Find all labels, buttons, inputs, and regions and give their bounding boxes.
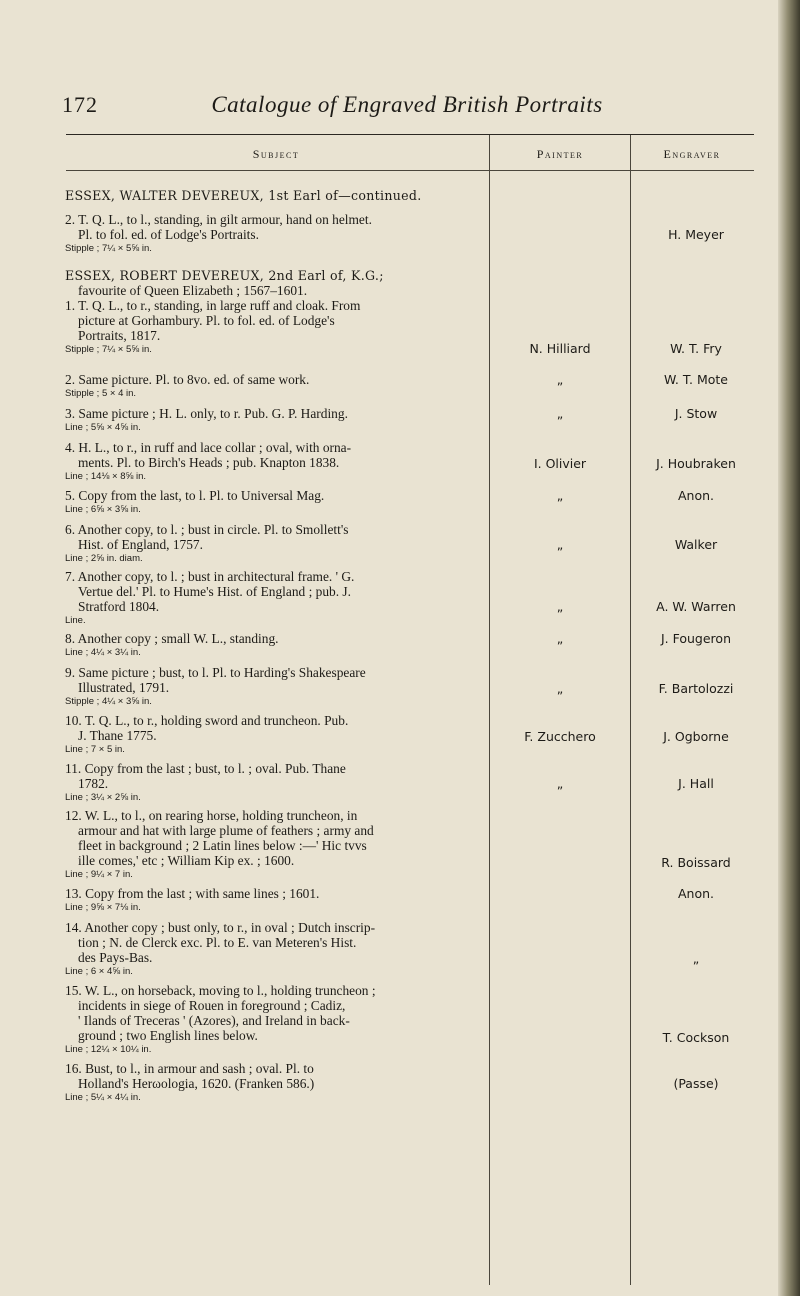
entry-dimensions: Stipple ; 5 × 4 in.	[65, 388, 137, 399]
entry-engraver: H. Meyer	[668, 227, 724, 242]
column-divider-1	[489, 135, 490, 1285]
entry-engraver: (Passe)	[673, 1076, 719, 1091]
entry-subject	[65, 268, 485, 356]
entry-subject	[65, 212, 485, 255]
page-number: 172	[62, 92, 98, 117]
entry-dimensions: Line ; 7 × 5 in.	[65, 744, 125, 755]
entry-painter: „	[556, 776, 564, 791]
entry-engraver: J. Houbraken	[656, 456, 736, 471]
entry-line: 16. Bust, to l., in armour and sash ; oval. Pl. to	[65, 1061, 314, 1076]
entry-subject	[65, 440, 485, 483]
header-rule	[66, 170, 754, 171]
entry-subject	[65, 488, 485, 516]
entry-painter: F. Zucchero	[524, 729, 596, 744]
entry-engraver: J. Hall	[678, 776, 714, 791]
entry-line: 7. Another copy, to l. ; bust in architectural frame. ' G.	[65, 569, 355, 584]
entry-line: ground ; two English lines below.	[78, 1028, 258, 1043]
entry-engraver: A. W. Warren	[656, 599, 736, 614]
entry-line: 1782.	[78, 776, 109, 791]
entry-engraver: R. Boissard	[661, 855, 731, 870]
entry-line: 11. Copy from the last ; bust, to l. ; oval. Pub. Thane	[65, 761, 346, 776]
entry-painter: „	[556, 537, 564, 552]
entry-line: 5. Copy from the last, to l. Pl. to Universal Mag.	[65, 488, 325, 503]
entry-painter: „	[556, 599, 564, 614]
entry-dimensions: Line ; 5⅝ × 4⅝ in.	[65, 422, 141, 433]
entry-engraver: Walker	[674, 537, 718, 552]
entry-engraver: J. Fougeron	[660, 631, 731, 646]
entry-line: Holland's Herωologia, 1620. (Franken 586.)	[78, 1076, 315, 1091]
entry-subject	[65, 808, 485, 881]
column-header-engraver: Engraver	[663, 147, 721, 161]
top-rule	[66, 134, 754, 135]
entry-engraver: Anon.	[677, 886, 715, 901]
entry-dimensions: Line ; 5¼ × 4¼ in.	[65, 1092, 141, 1103]
entry-line: 8. Another copy ; small W. L., standing.	[65, 631, 279, 646]
entry-line: Illustrated, 1791.	[78, 680, 170, 695]
entry-line: ille comes,' etc ; William Kip ex. ; 1600.	[78, 853, 295, 868]
entry-subject	[65, 1061, 485, 1104]
entry-painter: I. Olivier	[533, 456, 587, 471]
entry-line: Pl. to fol. ed. of Lodge's Portraits.	[78, 227, 259, 242]
entry-line: 3. Same picture ; H. L. only, to r. Pub. G. P. Harding.	[65, 406, 348, 421]
entry-line: 14. Another copy ; bust only, to r., in oval ; Dutch inscrip-	[65, 920, 376, 935]
entry-dimensions: Line ; 6⅝ × 3⅝ in.	[65, 504, 141, 515]
entry-line: 10. T. Q. L., to r., holding sword and truncheon. Pub.	[65, 713, 349, 728]
entry-dimensions: Line ; 14⅛ × 8⅝ in.	[65, 471, 147, 482]
entry-line: 2. T. Q. L., to l., standing, in gilt armour, hand on helmet.	[65, 212, 372, 227]
entry-engraver: W. T. Mote	[664, 372, 728, 387]
entry-engraver: J. Stow	[674, 406, 718, 421]
entry-subject	[65, 665, 485, 708]
entry-engraver: Anon.	[677, 488, 715, 503]
entry-engraver: W. T. Fry	[670, 341, 722, 356]
entry-subject	[65, 983, 485, 1056]
entry-subject	[65, 569, 485, 627]
entry-line: ments. Pl. to Birch's Heads ; pub. Knapton 1838.	[78, 455, 340, 470]
entry-line: 12. W. L., to l., on rearing horse, holding truncheon, in	[65, 808, 358, 823]
entry-subject	[65, 631, 485, 659]
entry-line: 1. T. Q. L., to r., standing, in large ruff and cloak. From	[65, 298, 361, 313]
page-header	[62, 92, 752, 122]
entry-dimensions: Line ; 12¼ × 10¼ in.	[65, 1044, 152, 1055]
entry-dimensions: Line ; 9⅝ × 7⅛ in.	[65, 902, 141, 913]
entry-line: 9. Same picture ; bust, to l. Pl. to Harding's Shakespeare	[65, 665, 366, 680]
entry-subject	[65, 372, 485, 400]
entry-line: des Pays-Bas.	[78, 950, 153, 965]
entry-subject	[65, 522, 485, 565]
column-header-painter: Painter	[536, 147, 584, 161]
entry-line: favourite of Queen Elizabeth ; 1567–1601.	[78, 283, 308, 298]
entry-heading: ESSEX, WALTER DEVEREUX, 1st Earl of—continued.	[65, 188, 422, 203]
entry-line: picture at Gorhambury. Pl. to fol. ed. of Lodge's	[78, 313, 335, 328]
entry-engraver: T. Cockson	[662, 1030, 730, 1045]
entry-engraver: „	[692, 951, 700, 966]
entry-line: 13. Copy from the last ; with same lines ; 1601.	[65, 886, 320, 901]
entry-line: J. Thane 1775.	[78, 728, 157, 743]
entry-line: 15. W. L., on horseback, moving to l., holding truncheon ;	[65, 983, 376, 998]
entry-dimensions: Stipple ; 4¼ × 3⅝ in.	[65, 696, 152, 707]
column-divider-2	[630, 135, 631, 1285]
column-header-subject: Subject	[252, 147, 300, 161]
entry-dimensions: Line.	[65, 615, 86, 626]
entry-line: Stratford 1804.	[78, 599, 160, 614]
entry-subject	[65, 713, 485, 756]
entry-dimensions: Line ; 4¼ × 3¼ in.	[65, 647, 141, 658]
entry-line: tion ; N. de Clerck exc. Pl. to E. van Meteren's Hist.	[78, 935, 357, 950]
entry-dimensions: Line ; 9¼ × 7 in.	[65, 869, 133, 880]
running-title: Catalogue of Engraved British Portraits	[211, 92, 603, 117]
entry-painter: N. Hilliard	[529, 341, 591, 356]
entry-subject	[65, 761, 485, 804]
entry-line: Vertue del.' Pl. to Hume's Hist. of England ; pub. J.	[78, 584, 351, 599]
entry-line: ' Ilands of Treceras ' (Azores), and Ireland in back-	[78, 1013, 350, 1028]
entry-line: 4. H. L., to r., in ruff and lace collar ; oval, with orna-	[65, 440, 352, 455]
entry-subject	[65, 886, 485, 914]
entry-line: 2. Same picture. Pl. to 8vo. ed. of same work.	[65, 372, 310, 387]
entry-line: incidents in siege of Rouen in foreground ; Cadiz,	[78, 998, 346, 1013]
entry-engraver: F. Bartolozzi	[658, 681, 734, 696]
entry-engraver: J. Ogborne	[663, 729, 729, 744]
page-edge-shadow	[778, 0, 800, 1296]
entry-painter: „	[556, 631, 564, 646]
entry-heading: ESSEX, ROBERT DEVEREUX, 2nd Earl of, K.G.;	[65, 268, 384, 283]
entry-line: Hist. of England, 1757.	[78, 537, 203, 552]
entry-dimensions: Line ; 3¼ × 2⅝ in.	[65, 792, 141, 803]
entry-subject	[65, 920, 485, 978]
entry-line: armour and hat with large plume of feathers ; army and	[78, 823, 374, 838]
entry-line: Portraits, 1817.	[78, 328, 161, 343]
entry-subject	[65, 188, 485, 203]
entry-line: 6. Another copy, to l. ; bust in circle. Pl. to Smollett's	[65, 522, 349, 537]
entry-dimensions: Stipple ; 7¼ × 5⅝ in.	[65, 243, 152, 254]
entry-dimensions: Stipple ; 7¼ × 5⅝ in.	[65, 344, 152, 355]
entry-dimensions: Line ; 6 × 4⅝ in.	[65, 966, 133, 977]
entry-dimensions: Line ; 2⅝ in. diam.	[65, 553, 143, 564]
entry-painter: „	[556, 681, 564, 696]
entry-subject	[65, 406, 485, 434]
entry-painter: „	[556, 488, 564, 503]
entry-line: fleet in background ; 2 Latin lines below :—' Hic tvvs	[78, 838, 367, 853]
entry-painter: „	[556, 372, 564, 387]
entry-painter: „	[556, 406, 564, 421]
